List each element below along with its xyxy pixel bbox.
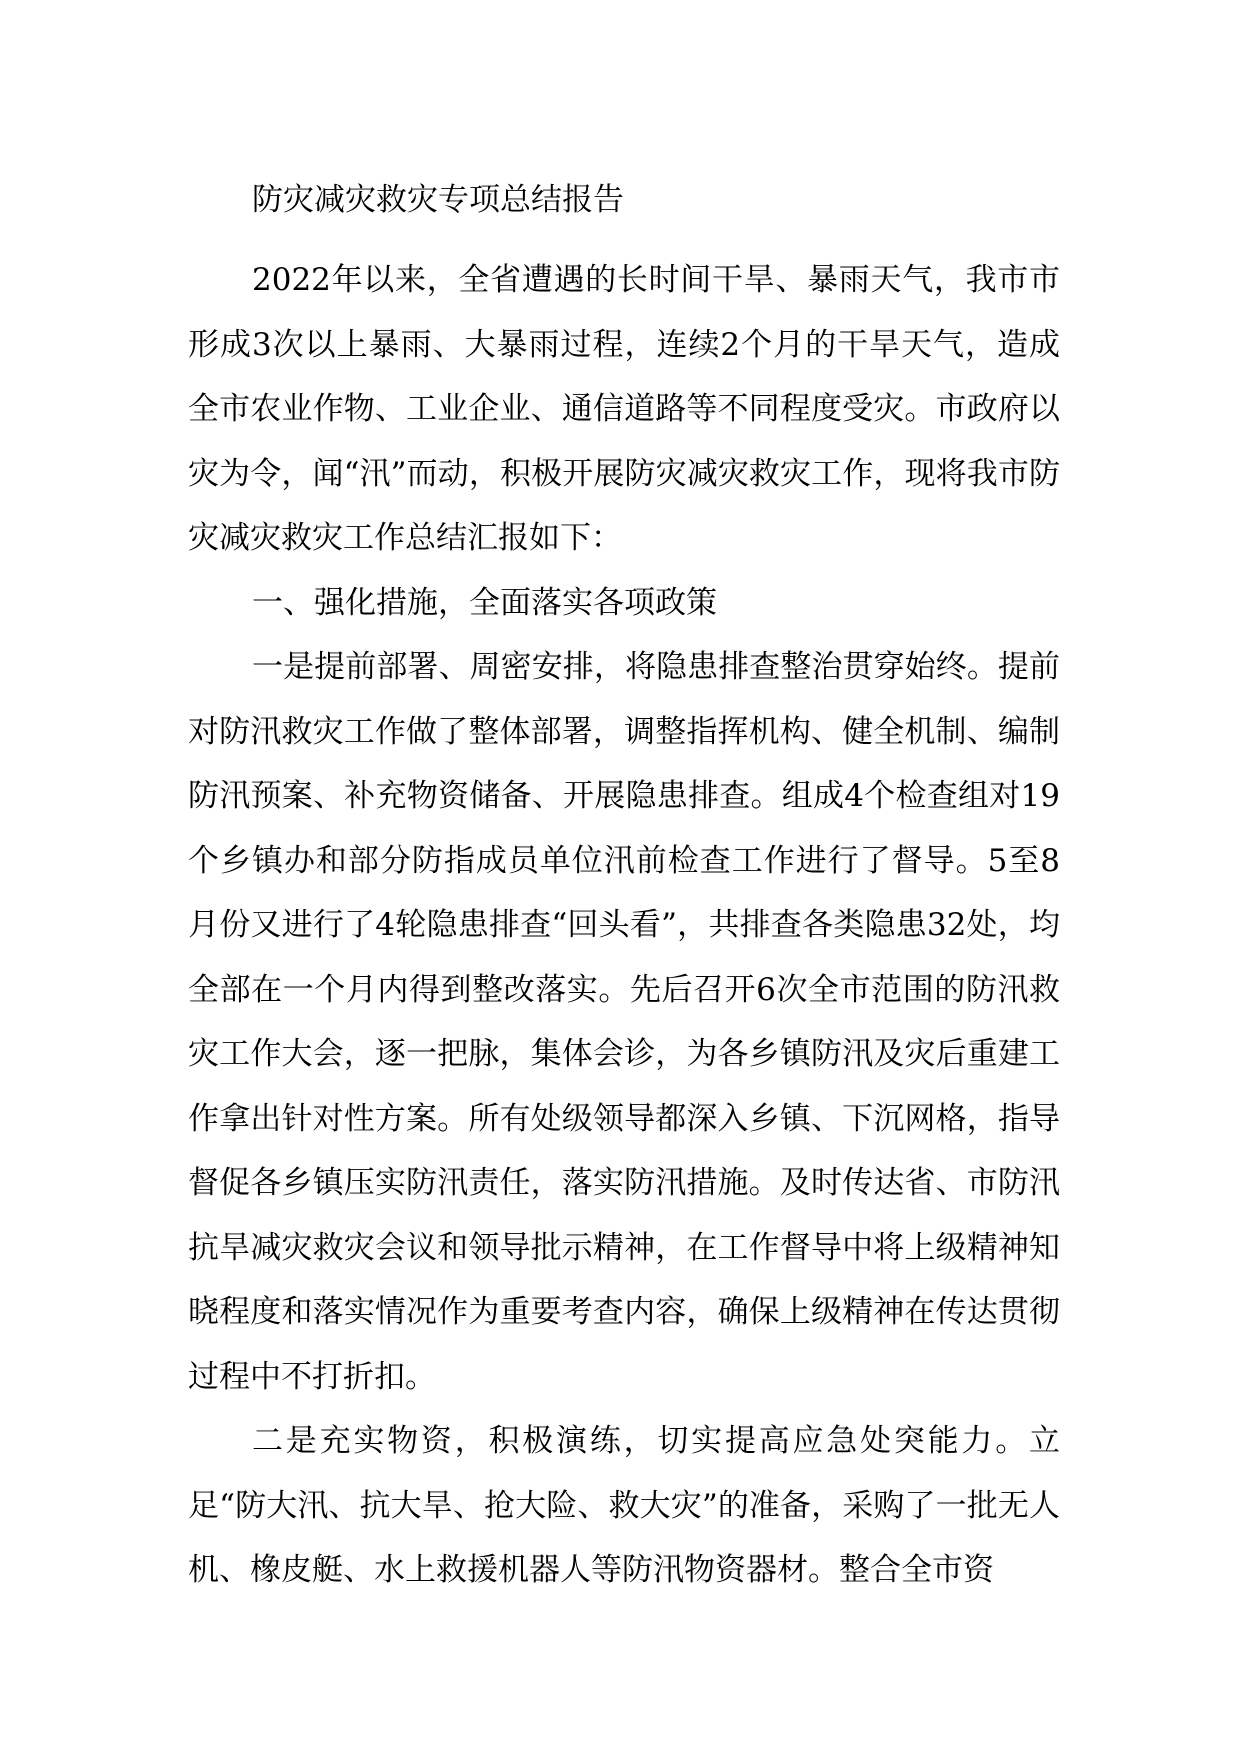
- body-paragraph-2: 二是充实物资，积极演练，切实提高应急处突能力。立足“防大汛、抗大旱、抢大险、救大灾”的准备，采购了一批无人机、橡皮艇、水上救援机器人等防汛物资器材。整合全市资: [188, 1423, 1060, 1588]
- document-page: [188, 168, 1060, 1603]
- body-paragraph-1: 一是提前部署、周密安排，将隐患排查整治贯穿始终。提前对防汛救灾工作做了整体部署，调整指挥机构、健全机制、编制防汛预案、补充物资储备、开展隐患排查。组成4个检查组对19个乡镇办和部分防指成员单位汛前检查工作进行了督导。5至8月份又进行了4轮隐患排查“回头看”，共排查各类隐患32处，均全部在一个月内得到整改落实。先后召开6次全市范围的防汛救灾工作大会，逐一把脉，集体会诊，为各乡镇防汛及灾后重建工作拿出针对性方案。所有处级领导都深入乡镇、下沉网格，指导督促各乡镇压实防汛责任，落实防汛措施。及时传达省、市防汛抗旱减灾救灾会议和领导批示精神，在工作督导中将上级精神知晓程度和落实情况作为重要考查内容，确保上级精神在传达贯彻过程中不打折扣。: [188, 649, 1060, 1395]
- document-title: 防灾减灾救灾专项总结报告: [252, 182, 624, 218]
- intro-paragraph: 2022年以来，全省遭遇的长时间干旱、暴雨天气，我市市形成3次以上暴雨、大暴雨过程，连续2个月的干旱天气，造成全市农业作物、工业企业、通信道路等不同程度受灾。市政府以灾为令，闻“汛”而动，积极开展防灾减灾救灾工作，现将我市防灾减灾救灾工作总结汇报如下：: [188, 262, 1060, 556]
- section-heading: 一、强化措施，全面落实各项政策: [252, 584, 717, 621]
